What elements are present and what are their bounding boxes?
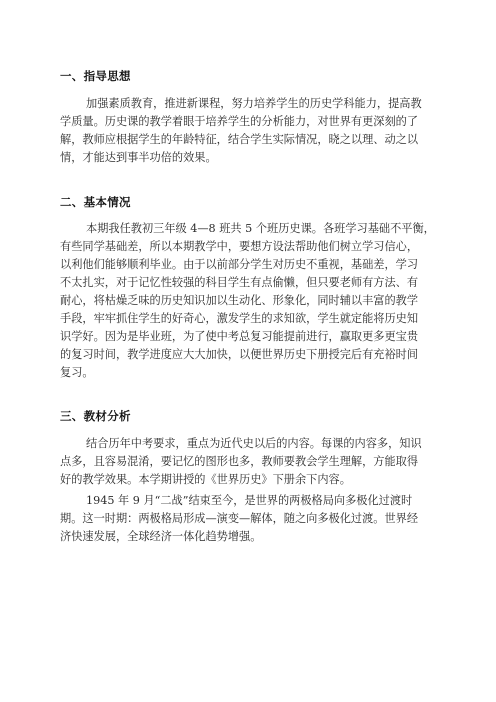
section-heading-textbook-analysis: 三、教材分析 — [60, 409, 131, 423]
paragraph-line: 情，才能达到事半功倍的效果。 — [60, 151, 217, 164]
section-paragraph-guiding-ideology — [60, 95, 440, 167]
section-heading-guiding-ideology: 一、指导思想 — [60, 69, 131, 83]
paragraph-line: 手段，牢牢抓住学生的好奇心，激发学生的求知欲，学生就定能将历史知 — [60, 312, 419, 325]
paragraph-line: 有些同学基础差，所以本期教学中，要想方设法帮助他们树立学习信心， — [60, 240, 419, 253]
paragraph-line: 好的教学效果。本学期讲授的《世界历史》下册余下内容。 — [60, 473, 351, 486]
paragraph-line: 不太扎实，对于记忆性较强的科目学生有点偷懒，但只要老师有方法、有 — [60, 276, 419, 289]
paragraph-line: 1945 年 9 月“二战”结束至今，是世界的两极格局向多极化过渡时 — [86, 494, 413, 507]
paragraph-line: 识学好。因为是毕业班，为了使中考总复习能提前进行，赢取更多更宝贵 — [60, 330, 419, 343]
section-paragraph-textbook-analysis — [60, 435, 440, 489]
section-heading-basic-situation: 二、基本情况 — [60, 195, 131, 209]
paragraph-line: 解，教师应根据学生的年龄特征，结合学生实际情况，晓之以理、动之以 — [60, 133, 419, 146]
paragraph-line: 耐心，将枯燥乏味的历史知识加以生动化、形象化，同时辅以丰富的教学 — [60, 294, 419, 307]
paragraph-line: 以利他们能够顺利毕业。由于以前部分学生对历史不重视，基础差，学习 — [60, 258, 419, 271]
paragraph-line: 期。这一时期：两极格局形成—演变—解体，随之向多极化过渡。世界经 — [60, 512, 419, 525]
paragraph-line: 的复习时间，教学进度应大大加快，以便世界历史下册授完后有充裕时间 — [60, 348, 419, 361]
paragraph-line: 本期我任教初三年级 4—8 班共 5 个班历史课。各班学习基础不平衡， — [86, 222, 435, 235]
paragraph-line: 济快速发展，全球经济一体化趋势增强。 — [60, 530, 262, 543]
section-paragraph-textbook-period — [60, 492, 440, 546]
paragraph-line: 点多，且容易混淆，要记忆的图形也多，教师要教会学生理解，方能取得 — [60, 455, 419, 468]
paragraph-line: 加强素质教育，推进新课程，努力培养学生的历史学科能力，提高教 — [86, 97, 422, 110]
paragraph-line: 学质量。历史课的教学着眼于培养学生的分析能力，对世界有更深刻的了 — [60, 115, 419, 128]
paragraph-line: 复习。 — [60, 366, 94, 379]
paragraph-line: 结合历年中考要求，重点为近代史以后的内容。每课的内容多，知识 — [86, 437, 422, 450]
section-paragraph-basic-situation — [60, 220, 440, 382]
